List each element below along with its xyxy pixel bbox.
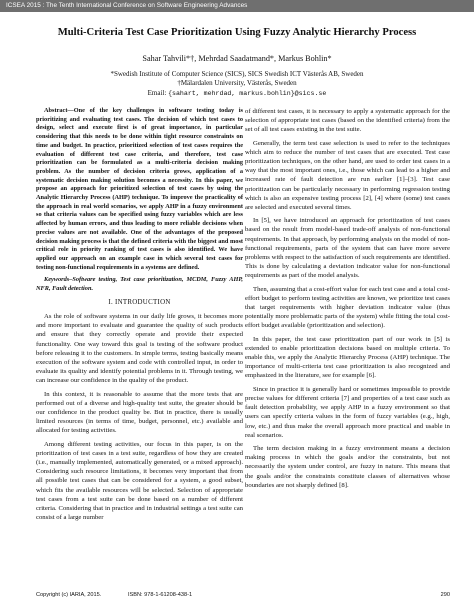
- email-label: Email:: [147, 89, 167, 97]
- footer-copyright: Copyright (c) IARIA, 2015.: [36, 592, 102, 598]
- right-paragraph-2: Generally, the term test case selection is used to refer to the techniques which aim to reduce the number of test cases that are executed. Test case prioritization techniques, on the other hand, are used to order test cases in a way that the most important ones, i.e., those which can lead to a higher and increased rate of fault detection are run earlier [1]–[3]. Test case prioritization can be particularly necessary in performing regression testing which is also an expensive testing process [2], [4] where (some) test cases are selected and executed several times.: [245, 139, 450, 212]
- email-line: [0, 89, 474, 97]
- right-paragraph-4: Then, assuming that a cost-effort value for each test case and a total cost-effort budget to perform testing activities are known, we prioritize test cases that target requirements with higher deviation indicator value (thus potentially more problematic parts of the system) while fitting the total cost-effort budget available (prioritization and selection).: [245, 285, 450, 330]
- email-addresses: {sahart, mehrdad, markus.bohlin}@sics.se: [168, 90, 327, 97]
- affiliation-2: †Mälardalen University, Västerås, Sweden: [177, 79, 297, 87]
- paper-title: Multi-Criteria Test Case Prioritization Using Fuzzy Analytic Hierarchy Process: [57, 27, 417, 38]
- intro-paragraph-1: As the role of software systems in our daily life grows, it becomes more and more important to evaluate and guarantee the quality of such products and ensure that they correctly operate and provide their expected functionality. One way toward this goal is testing of the software product before releasing it to the customers. In simple terms, testing basically means execution of the software system and code with controlled input, in order to evaluate its quality and identify potential problems in it. Through testing, we can increase our confidence in the quality of the product.: [36, 312, 243, 385]
- right-paragraph-7: The term decision making in a fuzzy environment means a decision making process in which the goals and/or the constraints, but not necessarily the system under control, are fuzzy in nature. This means that the goals and/or the constraints constitute classes of alternatives whose boundaries are not sharply defined [8].: [245, 444, 450, 489]
- paper-authors: Sahar Tahvili*†, Mehrdad Saadatmand*, Markus Bohlin*: [142, 54, 332, 63]
- keywords: Keywords–Software testing, Test case prioritization, MCDM, Fuzzy AHP, NFR, Fault detection.: [36, 276, 243, 293]
- right-paragraph-1: of different test cases, it is necessary to apply a systematic approach for the selection of appropriate test cases (based on the identified criteria) from the set of all test cases existing in the test suite.: [245, 108, 450, 134]
- right-paragraph-3: In [5], we have introduced an approach for prioritization of test cases based on the result from model-based trade-off analysis of non-functional requirements. In that approach, by performing analysis on the model of non-functional requirements, parts of the system that can have more severe problems with respect to the satisfaction of such requirements are identified. This is done by calculating a deviation indicator value for non-functional requirements as part of the model analysis.: [245, 217, 450, 280]
- abstract: Abstract—One of the key challenges in software testing today is prioritizing and evaluating test cases. The decision of which test cases to design, select and execute first is of great importance, in particular considering that this needs to be done within tight resource constraints on time and budget. In practice, prioritized selection of test cases requires the evaluation of different test case criteria, and therefore, test case prioritization can be formulated as a multi-criteria decision making problem. As the number of decision criteria grows, application of a systematic decision making solution becomes a necessity. In this paper, we propose an approach for prioritized selection of test cases by using the Analytic Hierarchy Process (AHP) technique. To improve the practicality of the approach in real world scenarios, we apply AHP in a fuzzy environment so that criteria values can be specified using fuzzy variables which are less affected by human errors, and thus leading to more reliable decisions when precise values are not available. One of the advantages of the proposed decision making process is that the defined criteria with the biggest and most critical role in priority ranking of test cases is also identified. We have applied our approach on an example case in which several test cases for testing non-functional requirements in a systems are defined.: [36, 107, 243, 271]
- footer-isbn: ISBN: 978-1-61208-438-1: [128, 592, 193, 598]
- section-heading-introduction: I. INTRODUCTION: [108, 298, 171, 306]
- right-column: [245, 107, 450, 494]
- conference-header-bar: [0, 0, 474, 12]
- intro-paragraph-3: Among different testing activities, our focus in this paper, is on the prioritization of test cases in a test suite, regardless of how they are created (i.e., manually implemented, automatically generated, or a mixed approach). Considering such resource limitations, it becomes very important that from all possible test cases that can be considered for a system, a good subset, which fits the available resources will be selected. Selection of appropriate test cases from a test suite can be done based on a number of different criteria. Considering that in practice and in industrial settings a test suite can consist of a large number: [36, 440, 243, 522]
- intro-paragraph-2: In this context, it is reasonable to assume that the more tests that are performed out of a diverse and high-quality test suite, the greater should be our confidence in the product quality be. But in practice, there is usually limited resources (in terms of time, budget, personnel, etc.) available and allocated for testing activities.: [36, 390, 243, 435]
- left-column: [36, 107, 243, 526]
- right-paragraph-5: In this paper, the test case prioritization part of our work in [5] is extended to enable prioritization decisions based on multiple criteria. To enable this, we apply the Analytic Hierarchy Process (AHP) technique. The importance of multi-criteria test case prioritization is also recognized and emphasized in the literature, see for example [6].: [245, 335, 450, 380]
- footer-page-number: 290: [440, 592, 450, 598]
- page-footer: [0, 592, 474, 602]
- conference-header-text: ICSEA 2015 : The Tenth International Conference on Software Engineering Advances: [6, 2, 248, 9]
- affiliation-1: *Swedish Institute of Computer Science (SICS), SICS Swedish ICT Västerås AB, Sweden: [110, 70, 364, 78]
- right-paragraph-6: Since in practice it is generally hard or sometimes impossible to provide precise values for different criteria [7] and properties of a test case such as fault detection probability, we apply AHP in a fuzzy environment so that users can specify criteria values in the form of fuzzy variables (e.g., high, low, etc.) and thus make the overall approach more practical and usable in real scenarios.: [245, 385, 450, 439]
